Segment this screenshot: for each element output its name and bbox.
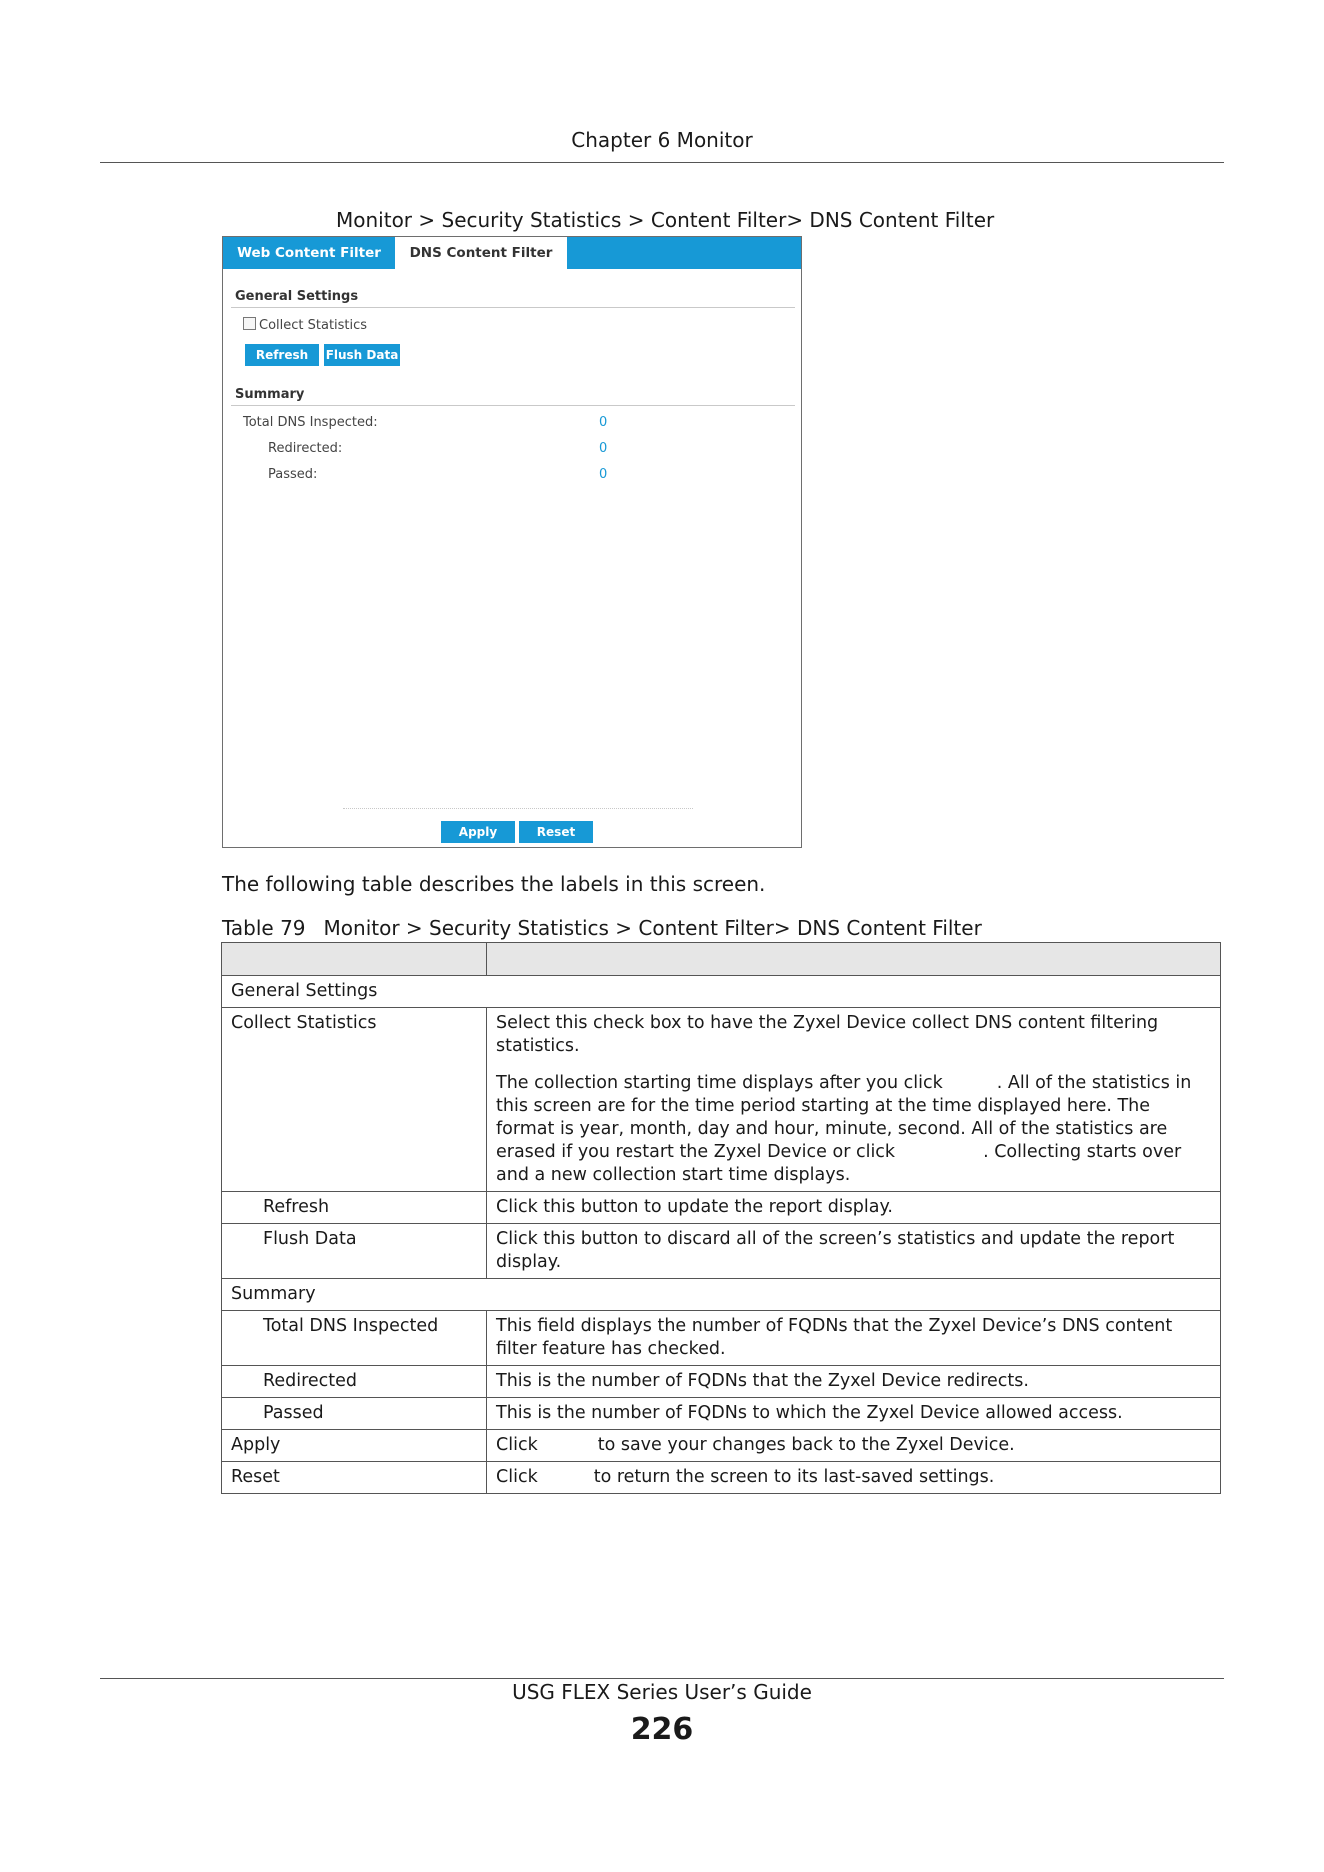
intro-text: The following table describes the labels in this screen. (222, 872, 766, 896)
row-desc-apply (487, 1430, 1221, 1462)
table-header-description (487, 943, 1221, 976)
general-settings-rule (231, 307, 795, 308)
description-table (221, 942, 1221, 1494)
table-caption-number: Table 79 (222, 916, 306, 940)
total-dns-inspected-label: Total DNS Inspected: (243, 415, 378, 430)
redirected-label: Redirected: (268, 441, 343, 456)
collect-statistics-desc-1: Select this check box to have the Zyxel Device collect DNS content filtering statistics. (496, 1013, 1159, 1056)
summary-heading: Summary (235, 387, 305, 402)
apply-button[interactable]: Apply (441, 821, 515, 843)
tab-dns-content-filter[interactable]: DNS Content Filter (395, 237, 567, 270)
collect-statistics-desc-2 (496, 1072, 1211, 1187)
row-desc-collect-statistics (487, 1008, 1221, 1192)
table-row (222, 1462, 1221, 1494)
collect-desc-2-part-1: The collection starting time displays after you click (496, 1073, 943, 1093)
tab-bar (223, 237, 801, 269)
figure-caption: Monitor > Security Statistics > Content Filter> DNS Content Filter (336, 208, 995, 232)
collect-statistics-row (243, 317, 367, 333)
table-row (222, 1366, 1221, 1398)
page-number: 226 (630, 1712, 694, 1747)
header-rule (100, 162, 1224, 163)
reset-desc-part-1: Click (496, 1467, 538, 1487)
table-header-row (222, 943, 1221, 976)
redirected-value: 0 (599, 441, 608, 456)
reset-button[interactable]: Reset (519, 821, 593, 843)
total-dns-inspected-value: 0 (599, 415, 608, 430)
row-desc-reset (487, 1462, 1221, 1494)
dns-content-filter-panel (222, 236, 802, 848)
footer-guide-title: USG FLEX Series User’s Guide (512, 1680, 812, 1704)
apply-desc-part-2: to save your changes back to the Zyxel Device. (597, 1435, 1015, 1455)
row-label-flush-data: Flush Data (222, 1224, 487, 1279)
row-label-apply: Apply (222, 1430, 487, 1462)
table-row (222, 976, 1221, 1008)
table-row (222, 1398, 1221, 1430)
section-summary: Summary (222, 1279, 1221, 1311)
row-label-reset: Reset (222, 1462, 487, 1494)
collect-statistics-checkbox[interactable] (243, 317, 256, 330)
flush-data-button[interactable]: Flush Data (324, 344, 400, 366)
row-desc-redirected: This is the number of FQDNs that the Zyxel Device redirects. (487, 1366, 1221, 1398)
row-label-collect-statistics: Collect Statistics (222, 1008, 487, 1192)
general-settings-heading: General Settings (235, 289, 359, 304)
refresh-button[interactable]: Refresh (245, 344, 319, 366)
collect-statistics-label: Collect Statistics (259, 318, 368, 333)
row-desc-passed: This is the number of FQDNs to which the Zyxel Device allowed access. (487, 1398, 1221, 1430)
row-label-passed: Passed (222, 1398, 487, 1430)
collect-desc-2-part-3: . Collecting starts over and a new collection start time displays. (496, 1142, 1182, 1185)
table-caption-title: Monitor > Security Statistics > Content Filter> DNS Content Filter (323, 916, 982, 940)
button-separator (343, 808, 693, 809)
apply-desc-part-1: Click (496, 1435, 538, 1455)
row-label-refresh: Refresh (222, 1192, 487, 1224)
collect-desc-2-part-2: . All of the statistics in this screen are for the time period starting at the time displayed here. The format is year, month, day and hour, minute, second. All of the statistics are erased if you restart the Zyxel Device or click (496, 1073, 1192, 1162)
row-desc-refresh: Click this button to update the report display. (487, 1192, 1221, 1224)
table-row (222, 1224, 1221, 1279)
row-label-redirected: Redirected (222, 1366, 487, 1398)
table-row (222, 1279, 1221, 1311)
tab-web-content-filter[interactable]: Web Content Filter (237, 245, 381, 261)
row-label-total-dns-inspected: Total DNS Inspected (222, 1311, 487, 1366)
footer-rule (100, 1678, 1224, 1679)
passed-label: Passed: (268, 467, 318, 482)
table-row (222, 1430, 1221, 1462)
table-row (222, 1311, 1221, 1366)
section-general-settings: General Settings (222, 976, 1221, 1008)
table-header-label (222, 943, 487, 976)
row-desc-total-dns-inspected: This field displays the number of FQDNs that the Zyxel Device’s DNS content filter feature has checked. (487, 1311, 1221, 1366)
reset-desc-part-2: to return the screen to its last-saved settings. (593, 1467, 995, 1487)
table-row (222, 1192, 1221, 1224)
table-caption (222, 916, 982, 940)
passed-value: 0 (599, 467, 608, 482)
table-row (222, 1008, 1221, 1192)
chapter-title: Chapter 6 Monitor (571, 128, 753, 152)
row-desc-flush-data: Click this button to discard all of the screen’s statistics and update the report display. (487, 1224, 1221, 1279)
summary-rule (231, 405, 795, 406)
